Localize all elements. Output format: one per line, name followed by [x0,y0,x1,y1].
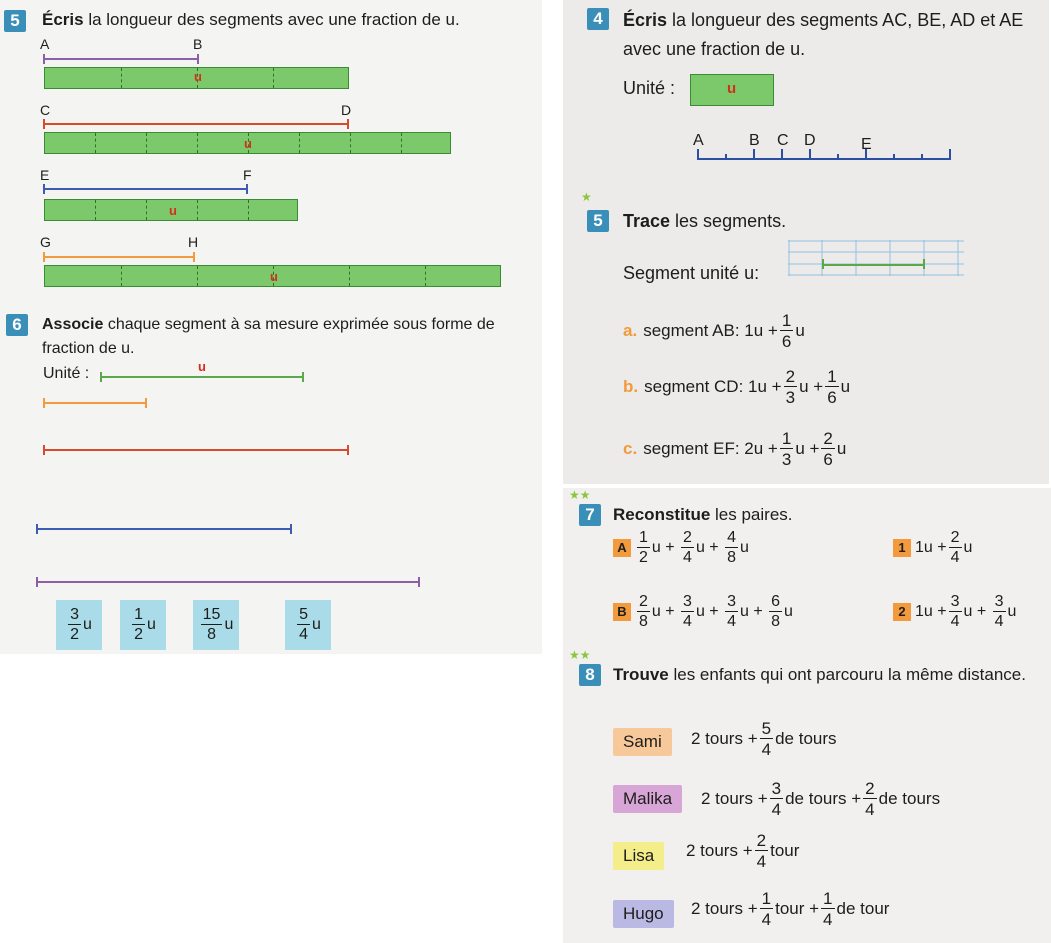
pair-a[interactable]: A $\frac{1}{2}$ u + $\frac{2}{4}$ u + $\frac{4}{8}$ u [613,530,749,566]
fraction-card-2[interactable]: $\frac{1}{2}$ u [120,600,166,650]
point-label-b: B [749,132,760,149]
unit-label-u: u [169,203,177,218]
unit-text: Segment unité u: [623,263,760,283]
trace-item-c: c. segment EF: 2u + $\frac{1}{3}$ u + $\frac{2}{6}$ u [623,429,847,469]
child-name-lisa[interactable]: Lisa [613,842,664,870]
pair-1[interactable]: 1 1u + $\frac{2}{4}$ u [893,530,972,566]
exercise-5-title: Trace les segments. [623,211,787,231]
star-icon: ★★ [569,648,591,662]
trace-item-b: b. segment CD: 1u + $\frac{2}{3}$ u + $\frac{1}{6}$ u [623,367,851,407]
exercise-7-title: Reconstitue les paires. [613,505,793,524]
child-name-sami[interactable]: Sami [613,728,672,756]
exercise-panel-right-top [563,0,1049,484]
star-icon: ★★ [569,488,591,502]
point-label-f: F [243,167,252,183]
unit-text: Unité : [623,78,676,98]
segment-ab [45,58,197,60]
unit-segment [102,376,302,378]
point-label-e: E [861,136,872,153]
pair-b[interactable]: B $\frac{2}{8}$ u + $\frac{3}{4}$ u + $\frac{3}{4}$ u + $\frac{6}{8}$ u [613,594,793,630]
exercise-panel-right-bottom [563,488,1051,943]
point-label-h: H [188,234,199,250]
unit-label-u: u [270,269,278,284]
exercise-panel-left [0,0,542,654]
point-label-a: A [40,36,50,52]
exercise-6-title: Associe chaque segment à sa mesure exprimée sous forme de fraction de u. [42,316,495,357]
exercise-4-title: Écris la longueur des segments AC, BE, AD et AE avec une fraction de u. [623,10,1024,59]
fraction-card-1[interactable]: $\frac{3}{2}$ u [56,600,102,650]
segment-blue [38,528,290,530]
exercise-5-title: Écris la longueur des segments avec une fraction de u. [42,10,460,29]
unit-label-u: u [727,80,737,97]
fraction-card-4[interactable]: $\frac{5}{4}$ u [285,600,331,650]
child-name-malika[interactable]: Malika [613,785,682,813]
point-label-d: D [804,132,816,149]
child-distance-sami: 2 tours + $\frac{5}{4}$ de tours [691,719,837,759]
unit-text: Unité : [43,365,90,382]
point-label-b: B [193,36,203,52]
child-distance-lisa: 2 tours + $\frac{2}{4}$ tour [686,831,800,871]
number-line [693,145,955,165]
point-label-c: C [777,132,789,149]
point-label-a: A [693,132,704,149]
segment-gh [45,256,193,258]
exercise-8-number: 8 [579,664,601,686]
exercise-4-number: 4 [587,8,609,30]
segment-ef [45,188,246,190]
exercise-7-number: 7 [579,504,601,526]
exercise-5-number: 5 [587,210,609,232]
child-distance-malika: 2 tours + $\frac{3}{4}$ de tours + $\frac{2}{4}$ de tours [701,779,941,819]
exercise-8-title: Trouve les enfants qui ont parcouru la même distance. [613,665,1026,684]
unit-label-u: u [198,359,206,374]
point-label-g: G [40,234,51,250]
pair-2[interactable]: 2 1u + $\frac{3}{4}$ u + $\frac{3}{4}$ u [893,594,1016,630]
grid-unit-segment [788,240,964,276]
unit-label-u: u [194,69,202,84]
point-label-c: C [40,102,51,118]
star-icon: ★ [581,190,592,204]
segment-purple [38,581,418,583]
point-label-e: E [40,167,50,183]
segment-orange [45,402,145,404]
fraction-card-3[interactable]: $\frac{15}{8}$ u [193,600,239,650]
child-name-hugo[interactable]: Hugo [613,900,674,928]
exercise-6-number: 6 [6,314,28,336]
trace-item-a: a. segment AB: 1u + $\frac{1}{6}$ u [623,311,805,351]
exercise-5-number: 5 [4,10,26,32]
segment-red [45,449,347,451]
segment-cd [45,123,347,125]
child-distance-hugo: 2 tours + $\frac{1}{4}$ tour + $\frac{1}{4}$ de tour [691,889,890,929]
unit-label-u: u [244,136,252,151]
point-label-d: D [341,102,352,118]
